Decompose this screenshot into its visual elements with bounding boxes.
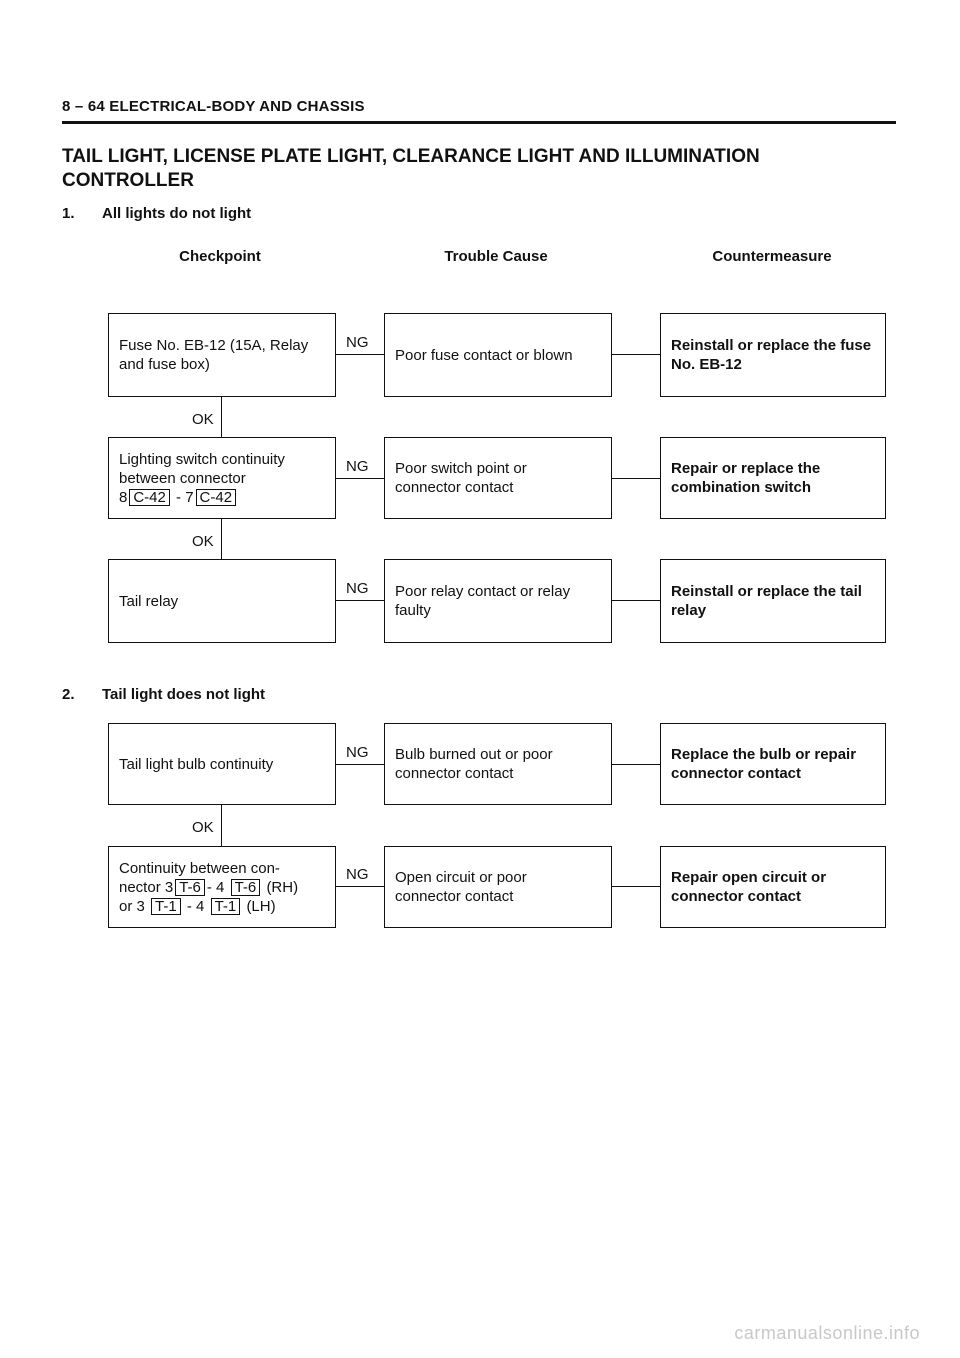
ok-label: OK (192, 819, 214, 836)
cause-box-open-circuit (384, 846, 612, 928)
checkpoint-box-tail-relay (108, 559, 336, 643)
cause-box-relay (384, 559, 612, 643)
countermeasure-text: connector contact (671, 888, 802, 905)
ng-connector-line (336, 764, 384, 765)
checkpoint-text: between connector (119, 469, 246, 487)
connector-tag: T-6 (231, 879, 261, 896)
cause-text: faulty (395, 602, 431, 619)
cause-text: Bulb burned out or poor (395, 746, 553, 763)
header-rule (62, 121, 896, 124)
ok-connector-line (221, 805, 222, 846)
countermeasure-text: Repair open circuit or (671, 869, 827, 886)
checkpoint-text: or 3 (119, 897, 145, 915)
cause-box-fuse (384, 313, 612, 397)
page-header: 8 – 64 ELECTRICAL-BODY AND CHASSIS (62, 98, 365, 115)
connector-line (612, 764, 660, 765)
ng-label: NG (346, 334, 369, 351)
ng-connector-line (336, 886, 384, 887)
side-label: (RH) (266, 878, 299, 896)
connector-tag: C-42 (196, 489, 237, 506)
ng-connector-line (336, 478, 384, 479)
column-header-checkpoint: Checkpoint (179, 248, 261, 265)
section-2-number: 2. (62, 686, 75, 703)
connector-line (612, 886, 660, 887)
countermeasure-text: Reinstall or replace the fuse (671, 337, 872, 354)
ng-label: NG (346, 580, 369, 597)
page-title (62, 145, 862, 193)
section-1-heading (62, 205, 251, 222)
checkpoint-box-continuity (108, 846, 336, 928)
countermeasure-text: relay (671, 602, 707, 619)
connector-tag: T-1 (211, 898, 241, 915)
connector-reference (119, 488, 285, 507)
section-1-title: All lights do not light (102, 205, 252, 222)
connector-line (612, 600, 660, 601)
countermeasure-box-fuse (660, 313, 886, 397)
column-header-countermeasure: Countermeasure (712, 248, 832, 265)
ok-connector-line (221, 397, 222, 437)
cause-text: Poor switch point or (395, 460, 527, 477)
checkpoint-box-bulb (108, 723, 336, 805)
ok-label: OK (192, 533, 214, 550)
countermeasure-box-relay (660, 559, 886, 643)
connector-tag: C-42 (129, 489, 170, 506)
ng-label: NG (346, 744, 369, 761)
cause-text: connector contact (395, 765, 514, 782)
section-1-number: 1. (62, 205, 75, 222)
pin-number: - 7 (176, 488, 194, 506)
connector-tag: T-1 (151, 898, 181, 915)
connector-reference (119, 897, 298, 916)
cause-text: Open circuit or poor (395, 869, 527, 886)
checkpoint-text: Continuity between con- (119, 859, 280, 877)
pin-number: 8 (119, 488, 128, 506)
ng-label: NG (346, 458, 369, 475)
cause-text: connector contact (395, 479, 514, 496)
countermeasure-box-switch (660, 437, 886, 519)
section-2-title: Tail light does not light (102, 686, 266, 703)
cause-box-switch (384, 437, 612, 519)
connector-line (612, 354, 660, 355)
countermeasure-text: Reinstall or replace the tail (671, 583, 862, 600)
ok-connector-line (221, 519, 222, 559)
pin-number: - 4 (206, 878, 225, 896)
ok-label: OK (192, 411, 214, 428)
checkpoint-text: and fuse box) (119, 356, 210, 373)
checkpoint-text: nector 3 (119, 878, 174, 896)
connector-reference (119, 878, 298, 897)
side-label: (LH) (246, 897, 276, 915)
connector-tag: T-6 (175, 879, 205, 896)
cause-box-bulb (384, 723, 612, 805)
column-header-trouble-cause: Trouble Cause (444, 248, 548, 265)
connector-line (612, 478, 660, 479)
cause-text: connector contact (395, 888, 514, 905)
cause-text: Poor fuse contact or blown (395, 346, 573, 364)
ng-connector-line (336, 600, 384, 601)
checkpoint-text: Lighting switch continuity (119, 450, 285, 468)
countermeasure-box-open-circuit (660, 846, 886, 928)
countermeasure-text: combination switch (671, 479, 812, 496)
countermeasure-box-bulb (660, 723, 886, 805)
countermeasure-text: No. EB-12 (671, 356, 742, 373)
checkpoint-text: Fuse No. EB-12 (15A, Relay (119, 337, 309, 354)
countermeasure-text: Repair or replace the (671, 460, 821, 477)
title-line-1: TAIL LIGHT, LICENSE PLATE LIGHT, CLEARANCE LIGHT AND ILLUMINATION (62, 146, 760, 167)
cause-text: Poor relay contact or relay (395, 583, 571, 600)
checkpoint-box-lighting-switch (108, 437, 336, 519)
checkpoint-text: Tail relay (119, 592, 179, 610)
pin-number: - 4 (186, 897, 205, 915)
countermeasure-text: connector contact (671, 765, 802, 782)
countermeasure-text: Replace the bulb or repair (671, 746, 857, 763)
title-line-2: CONTROLLER (62, 170, 194, 191)
checkpoint-text: Tail light bulb continuity (119, 755, 274, 773)
watermark: carmanualsonline.info (734, 1323, 920, 1343)
ng-label: NG (346, 866, 369, 883)
ng-connector-line (336, 354, 384, 355)
checkpoint-box-fuse (108, 313, 336, 397)
section-2-heading (62, 686, 265, 703)
